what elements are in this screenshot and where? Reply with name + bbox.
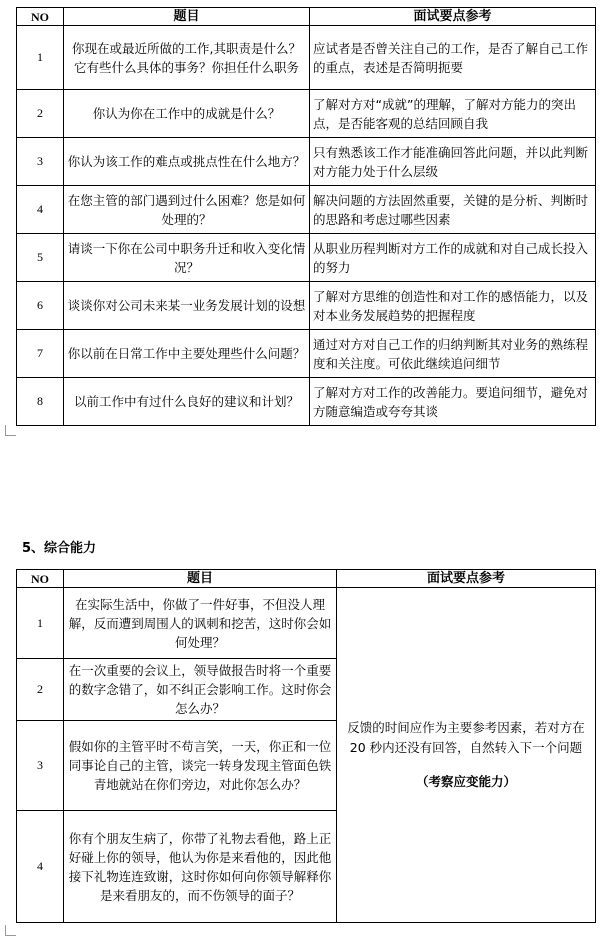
header-no: NO [17, 8, 64, 26]
row-no: 2 [17, 90, 64, 138]
row-no: 1 [17, 26, 64, 90]
page-corner-mark [5, 425, 16, 436]
row-question: 以前工作中有过什么良好的建议和计划？ [64, 378, 310, 426]
page-corner-mark [5, 925, 16, 936]
row-no: 4 [17, 811, 64, 923]
row-no: 3 [17, 721, 64, 811]
interview-table-1 [16, 7, 596, 426]
row-points: 了解对方对工作的改善能力。要追问细节，避免对方随意编造或夸夸其谈 [310, 378, 596, 426]
header-question: 题目 [64, 570, 337, 588]
merged-points-cell [337, 588, 596, 923]
row-question: 你有个朋友生病了，你带了礼物去看他，路上正好碰上你的领导，他认为你是来看他的，因此他接下礼物连连致谢，这时你如何向你领导解释你是来看朋友的，而不伤领导的面子？ [64, 811, 337, 923]
row-question: 请谈一下你在公司中职务升迁和收入变化情况？ [64, 234, 310, 282]
row-no: 3 [17, 138, 64, 186]
row-no: 6 [17, 282, 64, 330]
table-row [17, 138, 596, 186]
header-question: 题目 [64, 8, 310, 26]
header-no: NO [17, 570, 64, 588]
merged-points-bold: （考察应变能力） [415, 774, 516, 789]
section-title: 5、综合能力 [22, 541, 97, 556]
row-question: 在实际生活中，你做了一件好事，不但没人理解，反而遭到周围人的讽刺和挖苦，这时你会如何处理？ [64, 588, 337, 659]
row-points: 应试者是否曾关注自己的工作，是否了解自己工作的重点，表述是否简明扼要 [310, 26, 596, 90]
row-points: 从职业历程判断对方工作的成就和对自己成长投入的努力 [310, 234, 596, 282]
row-question: 谈谈你对公司未来某一业务发展计划的设想 [64, 282, 310, 330]
table-row [17, 26, 596, 90]
row-points: 解决问题的方法固然重要，关键的是分析、判断时的思路和考虑过哪些因素 [310, 186, 596, 234]
table-row [17, 90, 596, 138]
row-question: 你以前在日常工作中主要处理些什么问题？ [64, 330, 310, 378]
table-header-row [17, 8, 596, 26]
interview-table-2 [16, 569, 596, 923]
table-row [17, 378, 596, 426]
table-row [17, 186, 596, 234]
row-question: 你现在或最近所做的工作,其职责是什么？它有些什么具体的事务？你担任什么职务 [64, 26, 310, 90]
row-no: 8 [17, 378, 64, 426]
row-no: 2 [17, 659, 64, 721]
row-points: 通过对方对自己工作的归纳判断其对业务的熟练程度和关注度。可依此继续追问细节 [310, 330, 596, 378]
table-header-row [17, 570, 596, 588]
row-points: 了解对方对“成就”的理解，了解对方能力的突出点，是否能客观的总结回顾自我 [310, 90, 596, 138]
row-question: 你认为你在工作中的成就是什么？ [64, 90, 310, 138]
table-row [17, 282, 596, 330]
row-question: 在一次重要的会议上，领导做报告时将一个重要的数字念错了，如不纠正会影响工作。这时你会怎么办？ [64, 659, 337, 721]
row-no: 7 [17, 330, 64, 378]
row-no: 1 [17, 588, 64, 659]
row-question: 假如你的主管平时不苟言笑，一天，你正和一位同事论自己的主管，谈完一转身发现主管面色铁青地就站在你们旁边，对此你怎么办？ [64, 721, 337, 811]
row-question: 你认为该工作的难点或挑点性在什么地方？ [64, 138, 310, 186]
row-points: 了解对方思维的创造性和对工作的感悟能力，以及对本业务发展趋势的把握程度 [310, 282, 596, 330]
row-no: 4 [17, 186, 64, 234]
row-no: 5 [17, 234, 64, 282]
header-points: 面试要点参考 [337, 570, 596, 588]
table-row [17, 588, 596, 659]
table-row [17, 234, 596, 282]
row-points: 只有熟悉该工作才能准确回答此问题，并以此判断对方能力处于什么层级 [310, 138, 596, 186]
table-row [17, 330, 596, 378]
row-question: 在您主管的部门遇到过什么困难？您是如何处理的？ [64, 186, 310, 234]
header-points: 面试要点参考 [310, 8, 596, 26]
merged-points-text: 反馈的时间应作为主要参考因素，若对方在 20 秒内还没有回答，自然转入下一个问题 [347, 720, 585, 755]
